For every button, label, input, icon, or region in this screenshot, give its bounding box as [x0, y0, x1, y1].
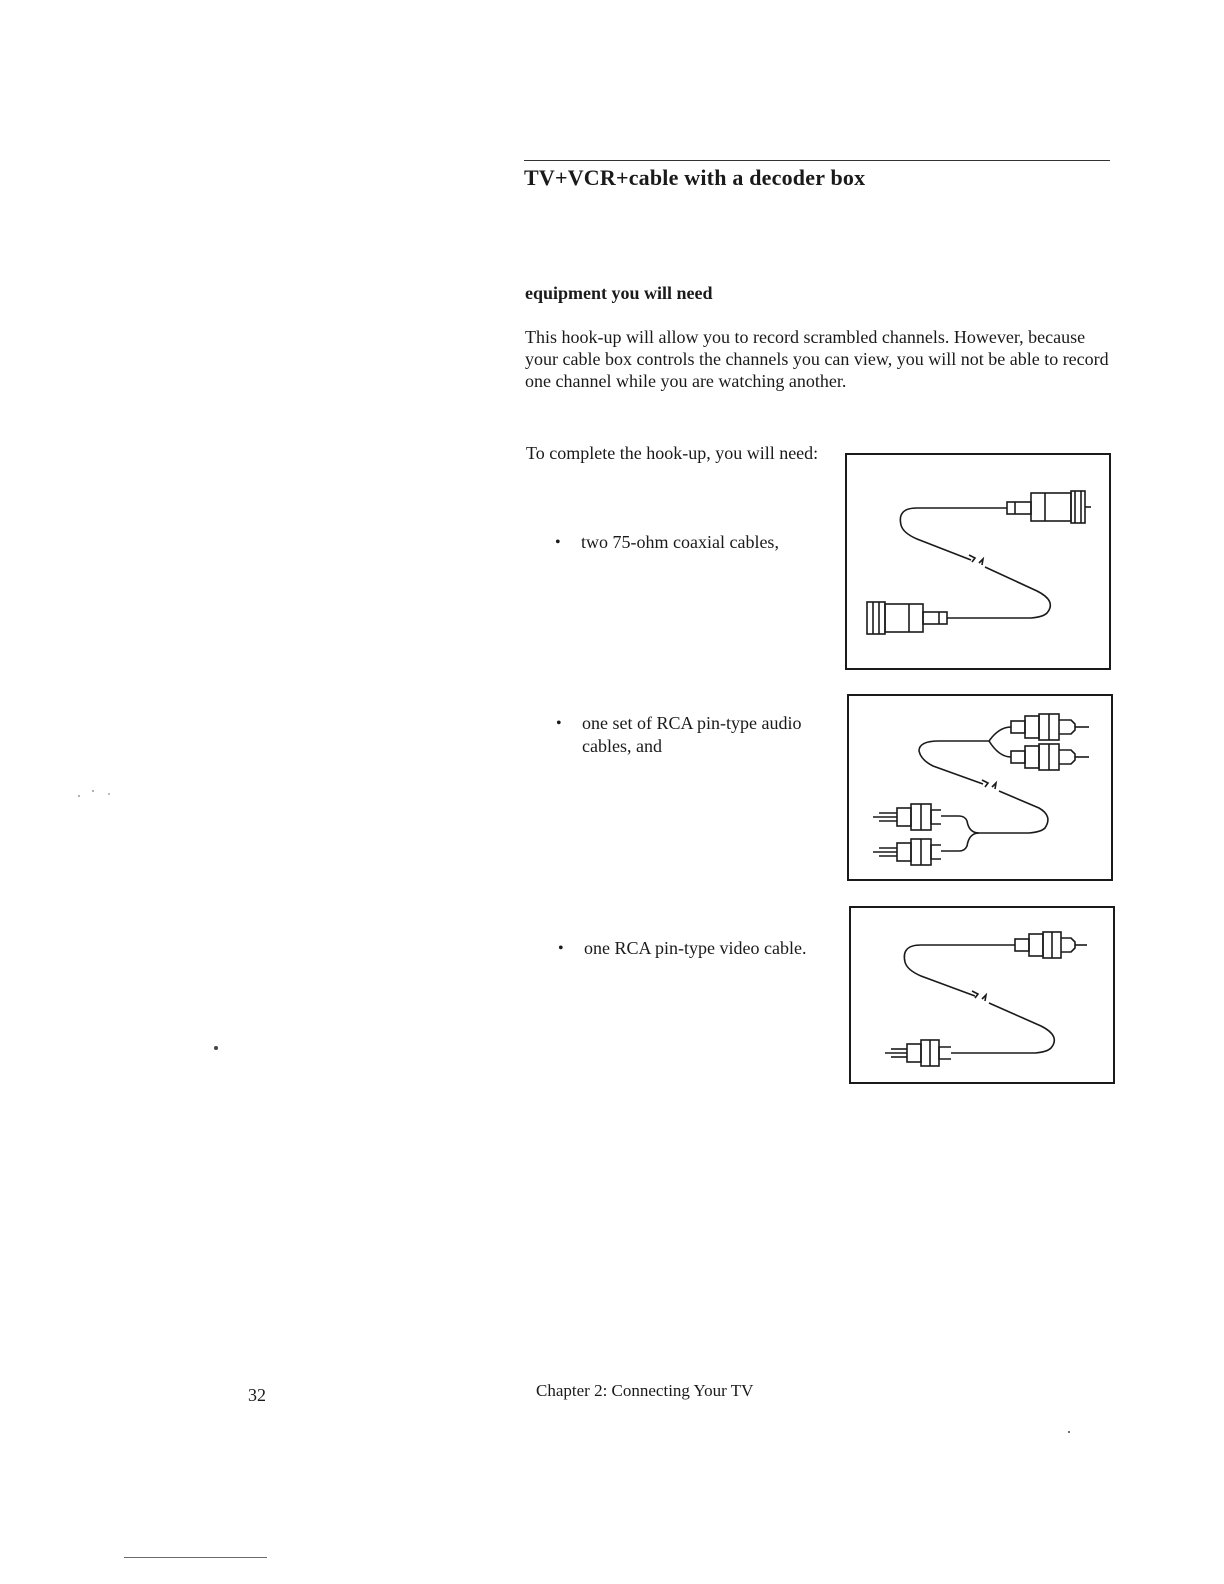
- list-item-audio: [556, 712, 816, 760]
- rca-video-cable-icon: [851, 908, 1113, 1082]
- video-cable-figure: [849, 906, 1115, 1084]
- page-number: 32: [248, 1385, 266, 1405]
- list-item-text: two 75-ohm coaxial cables,: [581, 532, 779, 552]
- coaxial-cable-icon: [847, 455, 1109, 668]
- lead-paragraph: To complete the hook-up, you will need:: [526, 443, 819, 463]
- coaxial-cable-figure: [845, 453, 1111, 670]
- equipment-heading: equipment you will need: [525, 283, 713, 303]
- list-item-text: one RCA pin-type video cable.: [584, 938, 807, 958]
- list-item-coaxial: [555, 531, 815, 579]
- rca-audio-cable-icon: [849, 696, 1111, 879]
- scan-speck: [92, 790, 94, 792]
- bullet: •: [558, 940, 564, 957]
- scan-speck: [1068, 1431, 1070, 1433]
- scan-speck: [214, 1046, 218, 1050]
- margin-line: [124, 1557, 267, 1558]
- bullet: •: [556, 715, 562, 732]
- list-item-video: [558, 937, 818, 985]
- scan-speck: [78, 795, 80, 797]
- intro-paragraph: This hook-up will allow you to record scrambled channels. However, because your cable box controls the channels you can view, you will not be able to record one channel while you are watching another.: [525, 327, 1109, 391]
- list-item-text: one set of RCA pin-type audio cables, and: [582, 713, 802, 756]
- audio-cable-figure: [847, 694, 1113, 881]
- chapter-footer: Chapter 2: Connecting Your TV: [536, 1381, 754, 1400]
- scan-speck: [108, 793, 110, 795]
- bullet: •: [555, 534, 561, 551]
- title-rule: [524, 160, 1110, 161]
- section-title: TV+VCR+cable with a decoder box: [524, 165, 866, 190]
